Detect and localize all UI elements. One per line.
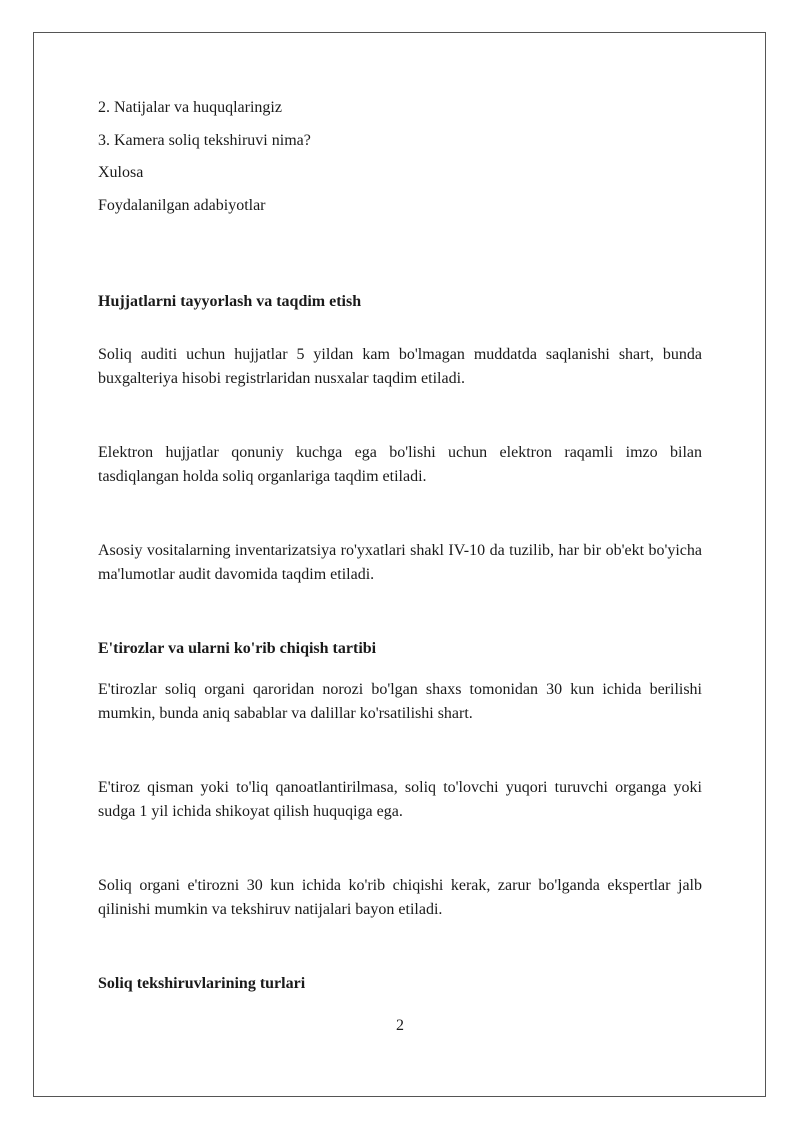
- page-number: 2: [396, 1017, 404, 1034]
- paragraph: E'tiroz qisman yoki to'liq qanoatlantirilmasa, soliq to'lovchi yuqori turuvchi organga yoki sudga 1 yil ichida shikoyat qilish huquqiga ega.: [98, 779, 702, 820]
- paragraph: Soliq organi e'tirozni 30 kun ichida ko'rib chiqishi kerak, zarur bo'lganda ekspertlar jalb qilinishi mumkin va tekshiruv natijalari bayon etiladi.: [98, 877, 702, 918]
- paragraph: Soliq auditi uchun hujjatlar 5 yildan kam bo'lmagan muddatda saqlanishi shart, bunda buxgalteriya hisobi registrlaridan nusxalar taqdim etiladi.: [98, 346, 702, 387]
- section-heading: E'tirozlar va ularni ko'rib chiqish tartibi: [98, 640, 377, 657]
- paragraph: E'tirozlar soliq organi qaroridan norozi bo'lgan shaxs tomonidan 30 kun ichida berilishi mumkin, bunda aniq sabablar va dalillar ko'rsatilishi shart.: [98, 681, 702, 722]
- paragraph: Elektron hujjatlar qonuniy kuchga ega bo'lishi uchun elektron raqamli imzo bilan tasdiqlangan holda soliq organlariga taqdim etiladi.: [98, 444, 702, 485]
- paragraph: Asosiy vositalarning inventarizatsiya ro'yxatlari shakl IV-10 da tuzilib, har bir ob'ekt bo'yicha ma'lumotlar audit davomida taqdim etiladi.: [98, 542, 702, 583]
- toc-item: 2. Natijalar va huquqlaringiz: [98, 99, 282, 116]
- section-heading: Hujjatlarni tayyorlash va taqdim etish: [98, 293, 362, 310]
- toc-item: 3. Kamera soliq tekshiruvi nima?: [98, 132, 311, 149]
- section-heading: Soliq tekshiruvlarining turlari: [98, 975, 306, 992]
- toc-item: Foydalanilgan adabiyotlar: [98, 197, 266, 214]
- toc-item: Xulosa: [98, 164, 144, 181]
